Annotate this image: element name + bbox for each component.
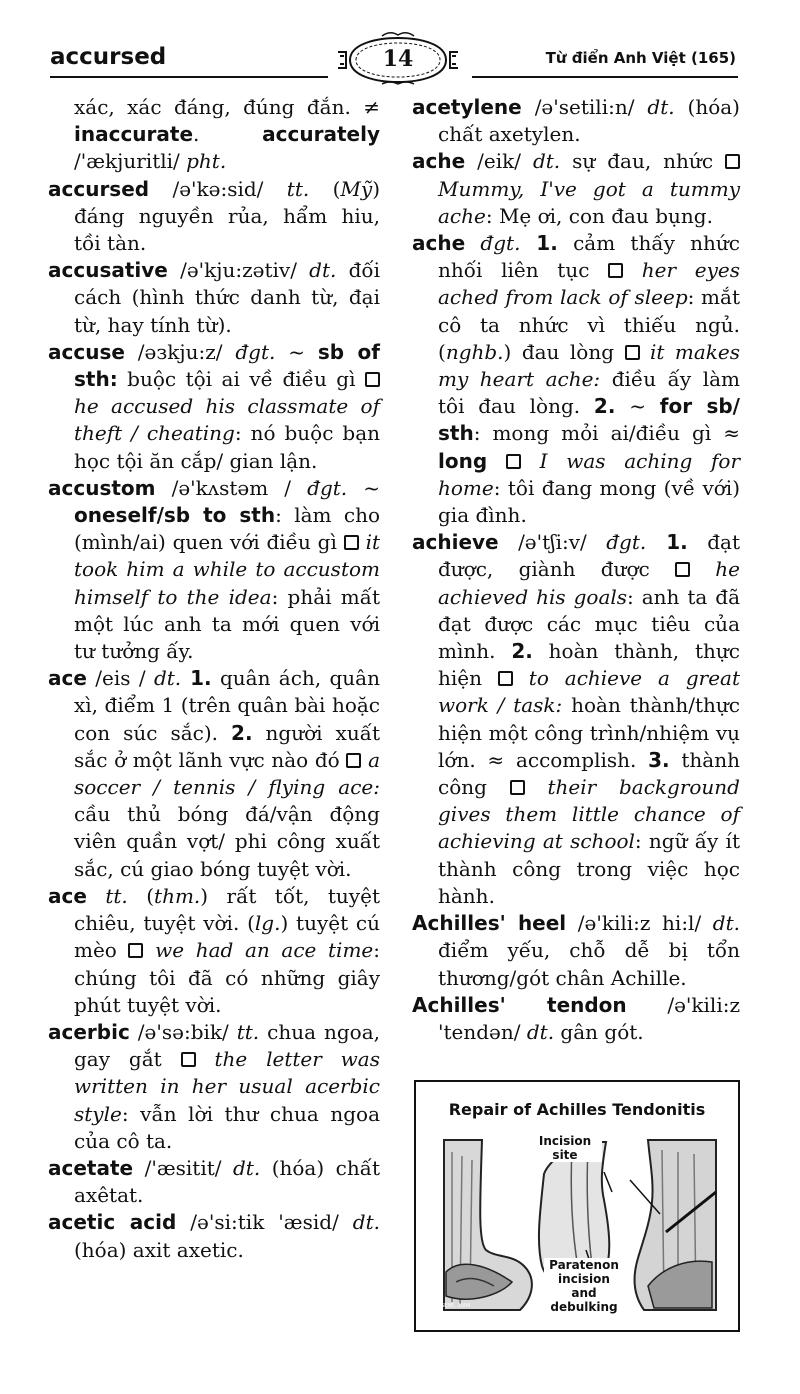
- example-sentence: the letter was written in her usual acerbic style: [74, 1047, 380, 1126]
- example-sentence: to achieve a great work / task:: [438, 666, 741, 718]
- entry-achilles-heel: [412, 910, 740, 992]
- entry-text: xác, xác đáng, đúng đắn. ≠: [74, 95, 380, 119]
- page-header: [0, 0, 800, 90]
- header-rule-left: [50, 76, 328, 78]
- translation: : tôi đang mong (về với) gia đình.: [438, 475, 740, 528]
- definition: (hóa) chất axetylen.: [438, 95, 740, 147]
- example-sentence: it makes my heart ache:: [438, 339, 740, 392]
- part-of-speech: dt.: [309, 258, 337, 283]
- definition: ) đáng nguyền rủa, hẩm hiu, tồi tàn.: [74, 176, 380, 256]
- example-box-icon: [181, 1052, 196, 1067]
- definition: chua ngoa, gay gắt: [74, 1019, 381, 1072]
- entry-achieve: [412, 529, 740, 910]
- derived-headword: accurately: [262, 122, 380, 147]
- part-of-speech: dt.: [526, 1019, 555, 1044]
- synonym: long: [438, 448, 488, 473]
- definition: : làm cho (mình/ai) quen với điều gì: [74, 503, 380, 555]
- pronunciation: /ə'kili:z 'tendən/: [438, 992, 740, 1044]
- part-of-speech: dt.: [647, 95, 675, 119]
- definition: quân ách, quân xì, điểm 1 (trên quân bài hoặc con súc sắc).: [74, 666, 380, 745]
- entry-ache-noun: [412, 148, 740, 230]
- label-incision-site: [528, 1134, 602, 1162]
- definition: (hóa) axit axetic.: [74, 1237, 244, 1262]
- headword: acerbic: [48, 1019, 130, 1044]
- figure-title: Repair of Achilles Tendonitis: [448, 1100, 706, 1119]
- part-of-speech: pht.: [186, 149, 227, 174]
- entry-acetate: [48, 1155, 380, 1209]
- entry-acerbic: [48, 1019, 380, 1155]
- headword: Achilles' tendon: [412, 992, 627, 1017]
- pronunciation: /'ækjuritli/: [74, 149, 187, 174]
- pronunciation: /ə'kʌstəm /: [155, 475, 308, 500]
- example-box-icon: [365, 372, 380, 387]
- label-line: Incision: [538, 1134, 592, 1148]
- example-sentence: their background gives them little chance of achieving at school: [438, 775, 740, 854]
- entry-achilles-tendon: [412, 992, 740, 1046]
- example-sentence: we had an ace time: [155, 938, 374, 963]
- definition: đối cách (hình thức danh từ, đại từ, hay tính từ).: [74, 258, 381, 337]
- part-of-speech: đgt.: [480, 231, 521, 256]
- sense-number: 2.: [593, 394, 616, 419]
- definition: cảm thấy nhức nhối liên tục: [438, 231, 741, 283]
- entry-text: ~: [615, 394, 660, 419]
- definition: điểm yếu, chỗ dễ bị tổn thương/gót chân Achille.: [438, 938, 740, 990]
- pronunciation: /ə'tʃi:v/: [498, 530, 607, 555]
- example-box-icon: [608, 263, 623, 278]
- example-sentence: it took him a while to accustom himself to the idea: [74, 530, 380, 609]
- entry-accustom: [48, 475, 380, 665]
- pronunciation: /ə'setili:n/: [521, 95, 648, 119]
- page-number: 14: [382, 46, 414, 72]
- entry-ace-noun: [48, 665, 380, 883]
- example-box-icon: [510, 780, 525, 795]
- pronunciation: /eis /: [86, 666, 154, 691]
- sense-number: 3.: [648, 747, 670, 772]
- example-box-icon: [498, 671, 513, 686]
- definition: sự đau, nhức: [560, 149, 725, 174]
- left-column: [48, 94, 380, 1264]
- translation: : mắt cô ta nhức vì thiếu ngủ. (: [438, 285, 740, 364]
- usage-label: nghb.: [445, 339, 504, 364]
- part-of-speech: dt.: [233, 1155, 261, 1180]
- headword: ache: [412, 149, 466, 174]
- translation: cầu thủ bóng đá/vận động viên quần vợt/ phi công xuất sắc, cú giao bóng tuyệt vời.: [74, 802, 380, 881]
- usage-label: lg.: [254, 911, 281, 936]
- label-line: debulking: [550, 1300, 618, 1314]
- headword: achieve: [412, 530, 499, 555]
- example-box-icon: [675, 562, 690, 577]
- example-box-icon: [346, 753, 361, 768]
- usage-label: Mỹ: [340, 176, 373, 201]
- part-of-speech: dt.: [352, 1210, 380, 1235]
- part-of-speech: đgt.: [235, 339, 276, 364]
- example-box-icon: [128, 943, 143, 958]
- part-of-speech: tt.: [105, 883, 128, 908]
- translation: : chúng tôi đã có những giây phút tuyệt vời.: [74, 938, 380, 1017]
- part-of-speech: dt.: [532, 149, 561, 174]
- part-of-speech: đgt.: [606, 530, 647, 555]
- translation: : anh ta đã đạt được các mục tiêu của mình.: [438, 584, 741, 664]
- headword: accursed: [48, 176, 150, 201]
- translation: : Mẹ ơi, con đau bụng.: [485, 203, 713, 228]
- sense-number: 2.: [231, 720, 253, 745]
- sense-number: 1.: [520, 231, 558, 256]
- translation: : nó buộc bạn học tội ăn cắp/ gian lận.: [74, 421, 380, 473]
- pronunciation: /'æsitit/: [133, 1155, 233, 1180]
- entry-text: .: [193, 122, 263, 147]
- headword: accustom: [48, 475, 156, 500]
- sense-number: 2.: [511, 639, 533, 664]
- headword: accusative: [48, 258, 168, 283]
- page-number-ornament: [336, 30, 460, 86]
- example-box-icon: [625, 345, 640, 360]
- label-line: incision: [558, 1272, 610, 1286]
- translation: : ngữ ấy ít thành công trong việc học hành.: [438, 829, 740, 908]
- translation: hoàn thành/thực hiện một công trình/nhiệm vụ lớn. ≈ accomplish.: [438, 693, 740, 772]
- label-line: and: [571, 1286, 597, 1300]
- headword: acetic acid: [48, 1210, 177, 1235]
- part-of-speech: đgt.: [307, 475, 348, 500]
- entry-acetic-acid: [48, 1209, 380, 1263]
- entry-accurate-continuation: [48, 94, 380, 176]
- label-paratenon: [544, 1258, 624, 1314]
- entry-accusative: [48, 257, 380, 339]
- headword: ace: [48, 883, 87, 908]
- headword: accuse: [48, 339, 125, 364]
- definition: hoàn thành, thực hiện: [438, 639, 740, 691]
- entry-text: [487, 449, 506, 473]
- right-column: [412, 94, 740, 1046]
- definition: buộc tội ai về điều gì: [117, 367, 365, 392]
- sense-number: 1.: [181, 666, 212, 691]
- pronunciation: /ə'kili:z hi:l/: [566, 911, 713, 936]
- running-head-right: Từ điển Anh Việt (165): [545, 49, 736, 67]
- sense-number: 1.: [646, 530, 688, 555]
- example-sentence: a soccer / tennis / flying ace:: [74, 747, 380, 800]
- headword: acetate: [48, 1155, 134, 1180]
- entry-text: [87, 884, 105, 908]
- example-sentence: he achieved his goals: [438, 557, 740, 609]
- part-of-speech: tt.: [286, 176, 310, 201]
- figure-copyright: ©SENE, 2004: [436, 1303, 471, 1309]
- definition: người xuất sắc ở một lãnh vực nào đó: [74, 720, 381, 772]
- example-box-icon: [344, 535, 359, 550]
- translation: : vẫn lời thư chua ngoa của cô ta.: [74, 1101, 380, 1153]
- running-head-left: accursed: [50, 44, 167, 70]
- definition: đạt được, giành được: [438, 530, 740, 582]
- translation: điều ấy làm tôi đau lòng.: [438, 367, 741, 419]
- definition: ) rất tốt, tuyệt chiêu, tuyệt vời. (: [74, 883, 380, 936]
- label-line: Paratenon: [549, 1258, 619, 1272]
- illustration-achilles-tendonitis: [414, 1080, 740, 1332]
- entry-accursed: [48, 176, 380, 258]
- entry-text: ~: [347, 475, 380, 500]
- headword: ace: [48, 666, 87, 691]
- pronunciation: /əзkju:z/: [124, 339, 236, 364]
- label-line: site: [552, 1148, 578, 1162]
- usage-label: thm.: [154, 883, 201, 908]
- header-rule-right: [472, 76, 738, 78]
- entry-text: (: [127, 883, 155, 908]
- entry-ace-adjective: [48, 883, 380, 1019]
- pronunciation: /ə'kju:zətiv/: [167, 258, 310, 283]
- headword: ache: [412, 231, 466, 256]
- cross-reference: inaccurate: [74, 122, 194, 147]
- example-sentence: Mummy, I've got a tummy ache: [438, 176, 740, 228]
- entry-text: ~: [275, 339, 318, 364]
- definition: gân gót.: [554, 1019, 644, 1044]
- phrase-pattern: oneself/sb to sth: [74, 503, 276, 528]
- pronunciation: /ə'kə:sid/: [149, 176, 287, 201]
- entry-text: [465, 231, 480, 255]
- entry-acetylene: [412, 94, 740, 148]
- entry-ache-verb: [412, 230, 740, 529]
- definition: (hóa) chất axêtat.: [74, 1155, 381, 1208]
- pronunciation: /eik/: [465, 149, 533, 174]
- headword: acetylene: [412, 95, 522, 119]
- phrase-pattern: sb of sth:: [74, 339, 380, 392]
- part-of-speech: dt.: [153, 666, 182, 691]
- part-of-speech: dt.: [712, 911, 740, 936]
- example-box-icon: [725, 154, 740, 169]
- phrase-pattern: for sb/ sth: [438, 394, 740, 446]
- definition: : mong mỏi ai/điều gì ≈: [473, 421, 740, 446]
- example-box-icon: [506, 454, 521, 469]
- definition: ) tuyệt cú mèo: [74, 911, 380, 963]
- translation: : phải mất một lúc anh ta mới quen với tư tưởng ấy.: [74, 584, 380, 664]
- example-sentence: he accused his classmate of theft / cheating: [74, 394, 380, 446]
- pronunciation: /ə'sə:bik/: [129, 1019, 237, 1044]
- headword: Achilles' heel: [412, 911, 567, 936]
- part-of-speech: tt.: [236, 1019, 260, 1044]
- entry-accuse: [48, 339, 380, 475]
- example-sentence: I was aching for home: [438, 448, 741, 500]
- example-sentence: her eyes ached from lack of sleep: [438, 258, 740, 310]
- entry-text: (: [309, 176, 341, 201]
- definition: thành công: [438, 747, 740, 800]
- definition: ) đau lòng: [503, 339, 625, 364]
- pronunciation: /ə'si:tik 'æsid/: [176, 1210, 353, 1235]
